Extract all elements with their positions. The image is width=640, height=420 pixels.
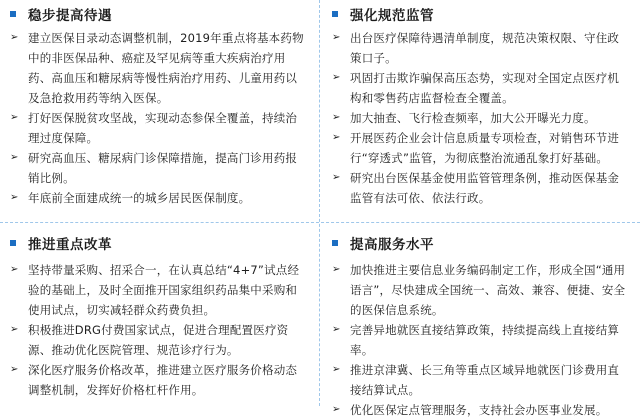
arrow-bullet-icon: ➢ (332, 112, 341, 123)
horizontal-divider (0, 222, 640, 223)
list-item (10, 320, 308, 360)
list-item (332, 128, 630, 168)
item-text: 加大抽查、飞行检查频率，加大公开曝光力度。 (350, 111, 596, 125)
list-item (10, 260, 308, 320)
arrow-bullet-icon: ➢ (10, 32, 19, 43)
list-item (10, 148, 308, 188)
item-list (322, 260, 640, 420)
item-text: 巩固打击欺诈骗保高压态势，实现对全国定点医疗机构和零售药店监督检查全覆盖。 (350, 71, 620, 105)
list-item (10, 360, 308, 400)
list-item (10, 108, 308, 148)
arrow-bullet-icon: ➢ (10, 264, 19, 275)
item-list (0, 260, 318, 400)
item-text: 深化医疗服务价格改革，推进建立医疗服务价格动态调整机制，发挥好价格杠杆作用。 (28, 363, 298, 397)
section-header (0, 226, 318, 260)
item-text: 开展医药企业会计信息质量专项检查，对销售环节进行“穿透式”监管，为彻底整治流通乱象打好基础。 (350, 131, 620, 165)
section-title: 推进重点改革 (28, 237, 112, 253)
section-header (322, 0, 640, 28)
arrow-bullet-icon: ➢ (10, 192, 19, 203)
section-title: 提高服务水平 (350, 237, 434, 253)
item-text: 加快推进主要信息业务编码制定工作，形成全国“通用语言”，尽快建成全国统一、高效、兼容、便捷、安全的医保信息系统。 (350, 263, 626, 317)
section-title: 稳步提高待遇 (28, 8, 112, 24)
arrow-bullet-icon: ➢ (10, 112, 19, 123)
arrow-bullet-icon: ➢ (10, 364, 19, 375)
item-text: 坚持带量采购、招采合一，在认真总结“4+7”试点经验的基础上，及时全面推开国家组织药品集中采购和使用试点，切实减轻群众药费负担。 (28, 263, 300, 317)
item-text: 研究高血压、糖尿病门诊保障措施，提高门诊用药报销比例。 (28, 151, 298, 185)
arrow-bullet-icon: ➢ (332, 404, 341, 415)
list-item (332, 108, 630, 128)
arrow-bullet-icon: ➢ (332, 364, 341, 375)
section-header (322, 226, 640, 260)
arrow-bullet-icon: ➢ (332, 172, 341, 183)
arrow-bullet-icon: ➢ (332, 324, 341, 335)
list-item (332, 28, 630, 68)
item-text: 打好医保脱贫攻坚战，实现动态参保全覆盖，持续治理过度保障。 (28, 111, 298, 145)
arrow-bullet-icon: ➢ (10, 152, 19, 163)
item-text: 年底前全面建成统一的城乡居民医保制度。 (28, 191, 251, 205)
item-text: 完善异地就医直接结算政策，持续提高线上直接结算率。 (350, 323, 620, 357)
arrow-bullet-icon: ➢ (332, 132, 341, 143)
section-improve-service (322, 226, 640, 417)
list-item (10, 188, 308, 208)
arrow-bullet-icon: ➢ (332, 72, 341, 83)
list-item (332, 320, 630, 360)
list-item (332, 168, 630, 208)
item-text: 积极推进DRG付费国家试点，促进合理配置医疗资源、推动优化医院管理、规范诊疗行为。 (28, 323, 289, 357)
list-item (332, 260, 630, 320)
item-text: 建立医保目录动态调整机制，2019年重点将基本药物中的非医保品种、癌症及罕见病等重大疾病治疗用药、高血压和糖尿病等慢性病治疗用药、儿童用药以及急抢救用药等纳入医保。 (28, 31, 304, 105)
square-marker-icon (10, 11, 16, 17)
section-strengthen-regulation (322, 0, 640, 220)
square-marker-icon (10, 240, 16, 246)
item-list (0, 28, 318, 208)
section-title: 强化规范监管 (350, 8, 434, 24)
section-advance-reform (0, 226, 318, 406)
list-item (332, 360, 630, 400)
vertical-divider (319, 0, 320, 406)
arrow-bullet-icon: ➢ (332, 264, 341, 275)
item-text: 推进京津冀、长三角等重点区域异地就医门诊费用直接结算试点。 (350, 363, 620, 397)
list-item (332, 400, 630, 420)
list-item (332, 68, 630, 108)
item-text: 研究出台医保基金使用监管管理条例，推动医保基金监管有法可依、依法行政。 (350, 171, 620, 205)
list-item (10, 28, 308, 108)
item-text: 优化医保定点管理服务，支持社会办医事业发展。 (350, 403, 608, 417)
arrow-bullet-icon: ➢ (332, 32, 341, 43)
item-list (322, 28, 640, 208)
square-marker-icon (332, 11, 338, 17)
arrow-bullet-icon: ➢ (10, 324, 19, 335)
square-marker-icon (332, 240, 338, 246)
section-improve-benefits (0, 0, 318, 220)
item-text: 出台医疗保障待遇清单制度，规范决策权限、守住政策口子。 (350, 31, 620, 65)
section-header (0, 0, 318, 28)
